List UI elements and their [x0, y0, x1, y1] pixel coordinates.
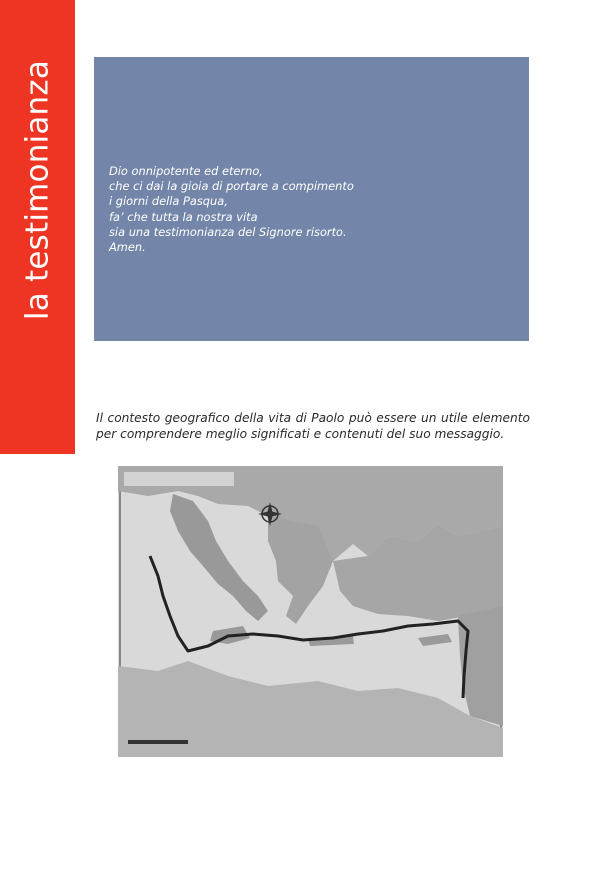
prayer-text: Dio onnipotente ed eterno, che ci dai la gioia di portare a compimento i giorni della Pasqua, fa’ che tutta la nostra vita sia una testimonianza del Signore risorto. Amen.	[109, 164, 354, 255]
map-of-paul-journeys-icon	[118, 466, 503, 757]
section-title: la testimonianza	[19, 59, 56, 321]
map-caption: Il contesto geografico della vita di Paolo può essere un utile elemento per comprendere meglio significati e contenuti del suo messaggio.	[96, 411, 530, 441]
map-illustration	[118, 466, 503, 757]
side-band	[0, 0, 75, 454]
prayer-box	[94, 57, 529, 341]
